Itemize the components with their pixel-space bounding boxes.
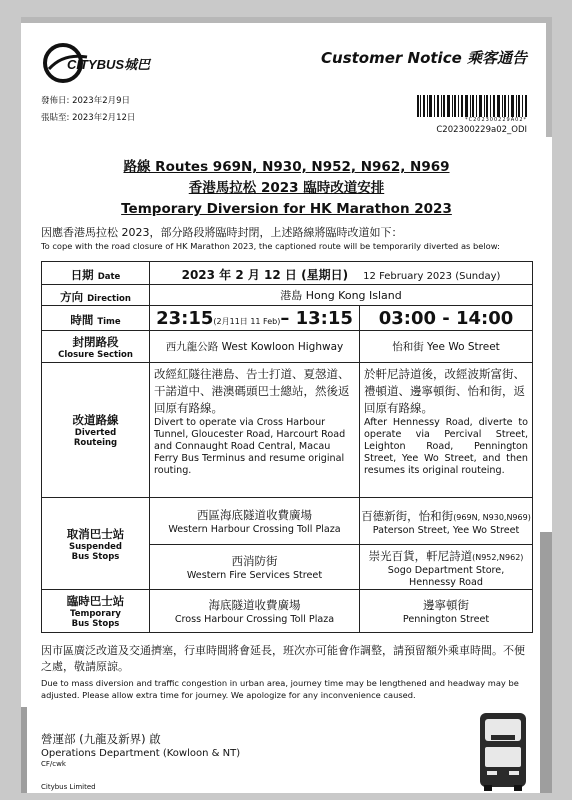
post-date: 張貼至: 2023年2月12日 [41, 113, 136, 123]
value-direction: 港島 Hong Kong Island [150, 285, 533, 306]
time-right: 03:00 - 14:00 [360, 306, 533, 331]
dept-code: CF/cwk [41, 760, 66, 768]
row-time [42, 306, 533, 331]
value-date: 2023 年 2 月 12 日 (星期日) 12 February 2023 (Sunday) [150, 262, 533, 285]
right-bottom-bar [540, 532, 552, 793]
routeing-left: 改經紅隧往港島、告士打道、夏愨道、干諾道中、港澳碼頭巴士總站，然後返回原有路線。 Divert to operate via Cross Harbour Tunnel, Gloucester Road, Harcourt Road and Connaught Road Central, Macau Ferry Bus Terminus and resume original routing. [150, 363, 360, 498]
suspended-left-2: 西消防街 Western Fire Services Street [150, 545, 360, 590]
intro [41, 225, 532, 252]
label-routeing: 改道路線 Diverted Routeing [42, 363, 150, 498]
label-date: 日期 Date [42, 262, 150, 285]
right-border-bar [546, 17, 552, 137]
row-closure [42, 331, 533, 363]
notice-sheet [21, 17, 552, 793]
diversion-table [41, 261, 533, 633]
time-left: 23:15(2月11日 11 Feb)– 13:15 [150, 306, 360, 331]
citybus-logo [41, 39, 161, 87]
label-suspended: 取消巴士站 Suspended Bus Stops [42, 498, 150, 590]
notice-code: C202300229a02_ODI [436, 125, 527, 135]
temporary-right: 邊寧頓街 Pennington Street [360, 590, 533, 633]
footer-en: Due to mass diversion and traffic congestion in urban area, journey time may be lengthened and headway may be adjusted. Please allow extra time for journey. We apologize for any inconvenience caused. [41, 678, 519, 700]
label-closure: 封閉路段 Closure Section [42, 331, 150, 363]
closure-right: 怡和街 Yee Wo Street [360, 331, 533, 363]
suspended-left-1: 西區海底隧道收費廣場 Western Harbour Crossing Toll Plaza [150, 498, 360, 545]
intro-zh: 因應香港馬拉松 2023，部分路段將臨時封閉，上述路線將臨時改道如下： [41, 226, 403, 239]
department [41, 731, 240, 768]
title-en: Temporary Diversion for HK Marathon 2023 [121, 201, 452, 217]
title-routes: 路線 Routes 969N, N930, N952, N962, N969 [123, 159, 450, 175]
footer-zh: 因市區廣泛改道及交通擠塞，行車時間將會延長，班次亦可能會作調整，請預留額外乘車時間。不便之處，敬請原諒。 [41, 644, 525, 673]
row-temporary [42, 590, 533, 633]
dept-zh: 營運部 (九龍及新界) 啟 [41, 732, 161, 746]
suspended-right-1: 百德新街，怡和街(969N, N930,N969) Paterson Street, Yee Wo Street [360, 498, 533, 545]
row-direction [42, 285, 533, 306]
row-routeing [42, 363, 533, 498]
label-direction: 方向 Direction [42, 285, 150, 306]
dept-en: Operations Department (Kowloon & NT) [41, 748, 241, 759]
footer-notes [41, 643, 532, 701]
label-time: 時間 Time [42, 306, 150, 331]
bus-icon [474, 707, 532, 793]
title-block [21, 157, 552, 220]
top-border-bar [21, 17, 552, 23]
notice-title: Customer Notice 乘客通告 [321, 49, 527, 67]
intro-en: To cope with the road closure of HK Marathon 2023, the captioned route will be temporarily diverted as below: [41, 241, 500, 251]
issue-dates [41, 93, 135, 127]
company-name: Citybus Limited [41, 783, 96, 791]
row-suspended-1 [42, 498, 533, 545]
title-zh: 香港馬拉松 2023 臨時改道安排 [188, 180, 385, 196]
suspended-right-2: 崇光百貨，軒尼詩道(N952,N962) Sogo Department Store, Hennessy Road [360, 545, 533, 590]
barcode [417, 95, 527, 117]
row-date [42, 262, 533, 285]
temporary-left: 海底隧道收費廣場 Cross Harbour Crossing Toll Plaza [150, 590, 360, 633]
closure-left: 西九龍公路 West Kowloon Highway [150, 331, 360, 363]
brand-text: CITYBUS城巴 [67, 57, 151, 72]
left-bottom-bar [21, 707, 27, 793]
issue-date: 發佈日: 2023年2月9日 [41, 96, 131, 106]
barcode-text: *C202300229A02* [465, 117, 527, 123]
label-temporary: 臨時巴士站 Temporary Bus Stops [42, 590, 150, 633]
routeing-right: 於軒尼詩道後，改經波斯富街、禮頓道、邊寧頓街、怡和街，返回原有路線。 After Hennessy Road, diverte to operate via Percival Street, Leighton Road, Pennington Street, Yee Wo Street, and then resumes its original routeing. [360, 363, 533, 498]
